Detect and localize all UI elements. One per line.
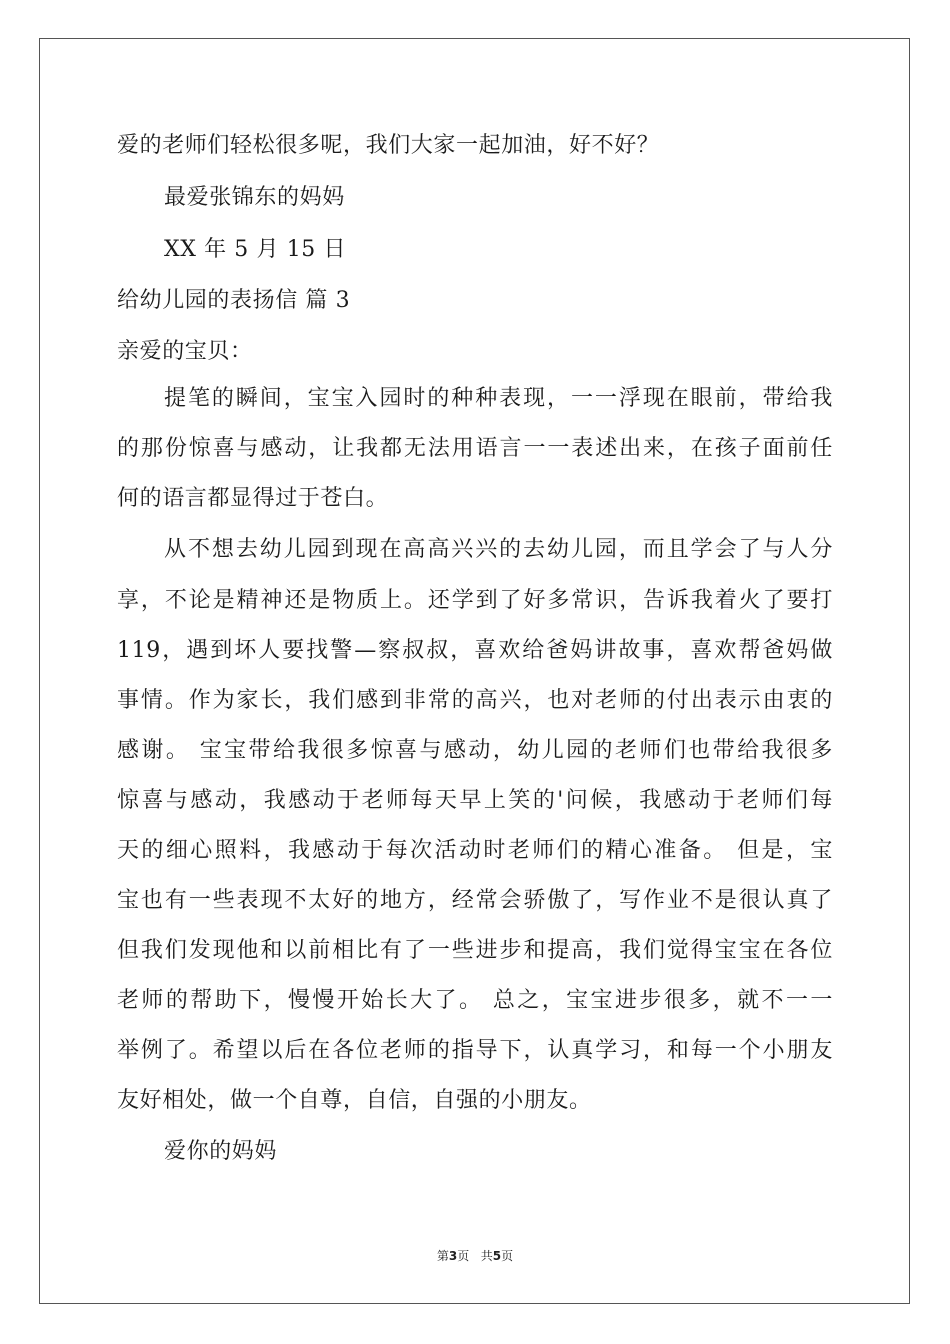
text-line: 天的细心照料，我感动于每次活动时老师们的精心准备。 但是，宝 [117,838,833,863]
text-line: 从不想去幼儿园到现在高高兴兴的去幼儿园，而且学会了与人分 [164,537,833,562]
total-prefix: 共 [480,1249,493,1263]
text-line: 举例了。希望以后在各位老师的指导下，认真学习，和每一个小朋友 [117,1038,833,1063]
text-line: 的那份惊喜与感动，让我都无法用语言一一表述出来，在孩子面前任 [117,436,833,461]
text-line: 提笔的瞬间，宝宝入园时的种种表现，一一浮现在眼前，带给我 [164,386,833,411]
text-line: 感谢。 宝宝带给我很多惊喜与感动，幼儿园的老师们也带给我很多 [117,738,833,763]
text-line: 友好相处，做一个自尊，自信，自强的小朋友。 [117,1088,592,1113]
text-line: 但我们发现他和以前相比有了一些进步和提高，我们觉得宝宝在各位 [117,938,833,963]
date-line: XX 年 5 月 15 日 [164,237,347,262]
total-suffix: 页 [501,1249,514,1263]
text-line: 老师的帮助下，慢慢开始长大了。 总之，宝宝进步很多，就不一一 [117,988,833,1013]
section-heading: 给幼儿园的表扬信 篇 3 [117,288,351,313]
signature-line: 最爱张锦东的妈妈 [164,185,345,210]
total-pages: 5 [492,1249,502,1263]
page-footer [0,1248,950,1264]
closing-signature: 爱你的妈妈 [164,1139,278,1164]
text-line: 119，遇到坏人要找警—察叔叔，喜欢给爸妈讲故事，喜欢帮爸妈做 [117,638,833,663]
page-number: 3 [448,1249,458,1263]
text-line: 享，不论是精神还是物质上。还学到了好多常识，告诉我着火了要打 [117,588,833,613]
text-line: 宝也有一些表现不太好的地方，经常会骄傲了，写作业不是很认真了 [117,888,833,913]
text-line: 事情。作为家长，我们感到非常的高兴，也对老师的付出表示由衷的 [117,688,833,713]
text-line: 惊喜与感动，我感动于老师每天早上笑的'问候，我感动于老师们每 [117,788,833,813]
page-suffix: 页 [457,1249,470,1263]
salutation: 亲爱的宝贝： [117,339,253,364]
text-line: 何的语言都显得过于苍白。 [117,486,389,511]
page-prefix: 第 [436,1249,449,1263]
text-line: 爱的老师们轻松很多呢，我们大家一起加油，好不好？ [117,133,660,158]
